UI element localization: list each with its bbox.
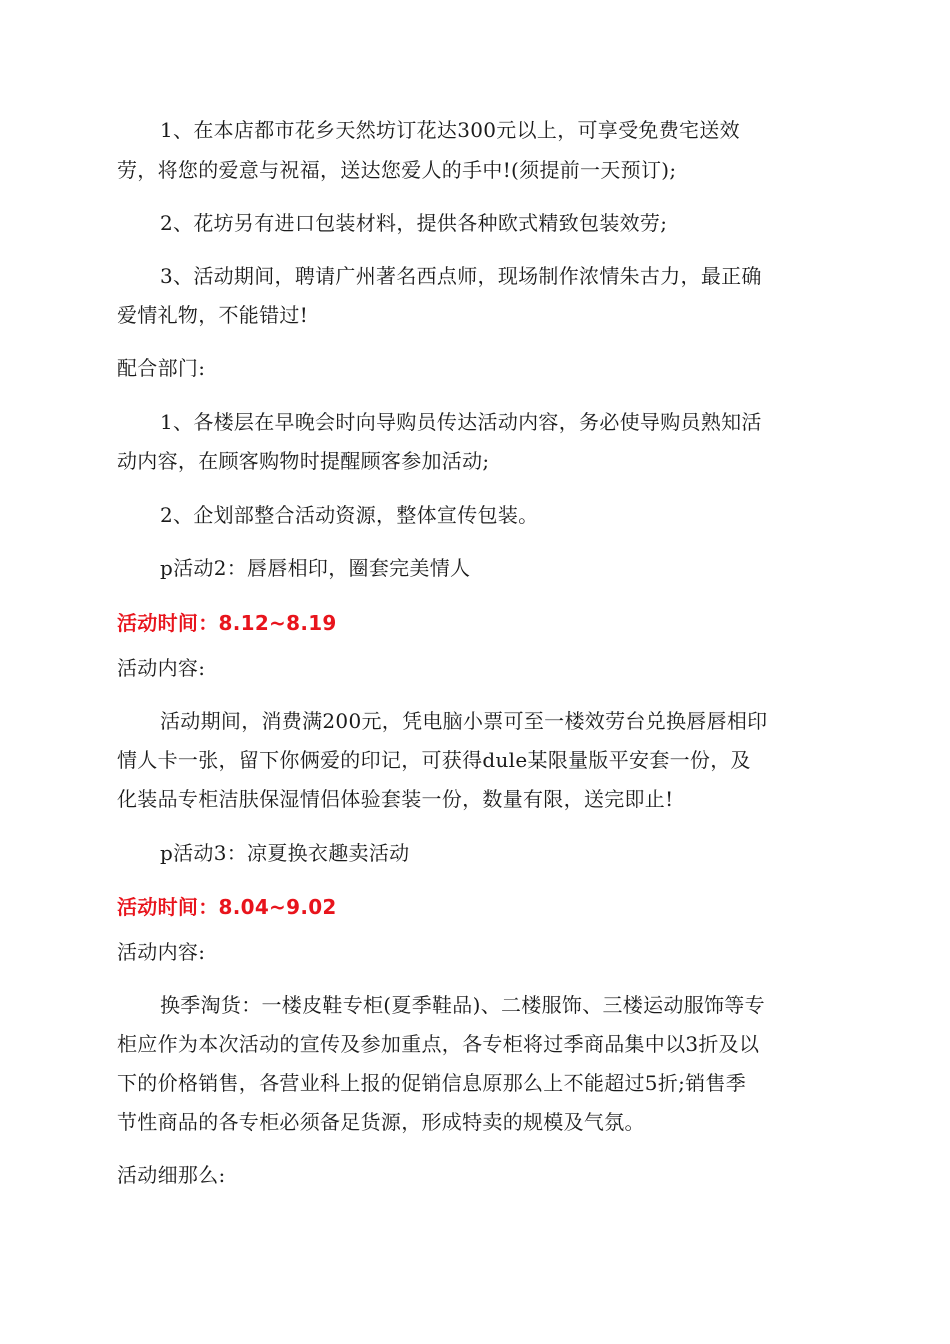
activity-3-content-line-2: 柜应作为本次活动的宣传及参加重点，各专柜将过季商品集中以3折及以 [117, 1032, 760, 1056]
cooperation-item-2: 2、企划部整合活动资源，整体宣传包装。 [160, 503, 539, 527]
activity-3-title: p活动3：凉夏换衣趣卖活动 [160, 841, 410, 865]
activity-2-content-line-1: 活动期间，消费满200元，凭电脑小票可至一楼效劳台兑换唇唇相印 [160, 709, 768, 733]
activity-3-content-line-1: 换季淘货：一楼皮鞋专柜(夏季鞋品)、二楼服饰、三楼运动服饰等专 [160, 993, 765, 1017]
cooperation-heading: 配合部门: [117, 356, 206, 380]
activity-2-content-line-2: 情人卡一张，留下你俩爱的印记，可获得dule某限量版平安套一份，及 [117, 748, 751, 772]
activity-3-content-line-4: 节性商品的各专柜必须备足货源，形成特卖的规模及气氛。 [117, 1110, 645, 1134]
rules-heading: 活动细那么: [117, 1163, 226, 1187]
activity-2-content-line-3: 化装品专柜洁肤保湿情侣体验套装一份，数量有限，送完即止! [117, 787, 674, 811]
activity-2-title: p活动2：唇唇相印，圈套完美情人 [160, 556, 471, 580]
paragraph-1-line-2: 劳，将您的爱意与祝福，送达您爱人的手中!(须提前一天预订); [117, 158, 677, 182]
activity-3-content-line-3: 下的价格销售，各营业科上报的促销信息原那么上不能超过5折;销售季 [117, 1071, 747, 1095]
paragraph-3-line-2: 爱情礼物，不能错过! [117, 303, 309, 327]
paragraph-1-line-1: 1、在本店都市花乡天然坊订花达300元以上，可享受免费宅送效 [160, 118, 740, 142]
activity-2-content-heading: 活动内容: [117, 656, 206, 680]
cooperation-item-1-line-2: 动内容，在顾客购物时提醒顾客参加活动; [117, 449, 490, 473]
cooperation-item-1-line-1: 1、各楼层在早晚会时向导购员传达活动内容，务必使导购员熟知活 [160, 410, 762, 434]
activity-2-time: 活动时间：8.12~8.19 [117, 611, 337, 635]
paragraph-2: 2、花坊另有进口包装材料，提供各种欧式精致包装效劳; [160, 211, 668, 235]
paragraph-3-line-1: 3、活动期间，聘请广州著名西点师，现场制作浓情朱古力，最正确 [160, 264, 762, 288]
activity-3-time: 活动时间：8.04~9.02 [117, 895, 337, 919]
activity-3-content-heading: 活动内容: [117, 940, 206, 964]
